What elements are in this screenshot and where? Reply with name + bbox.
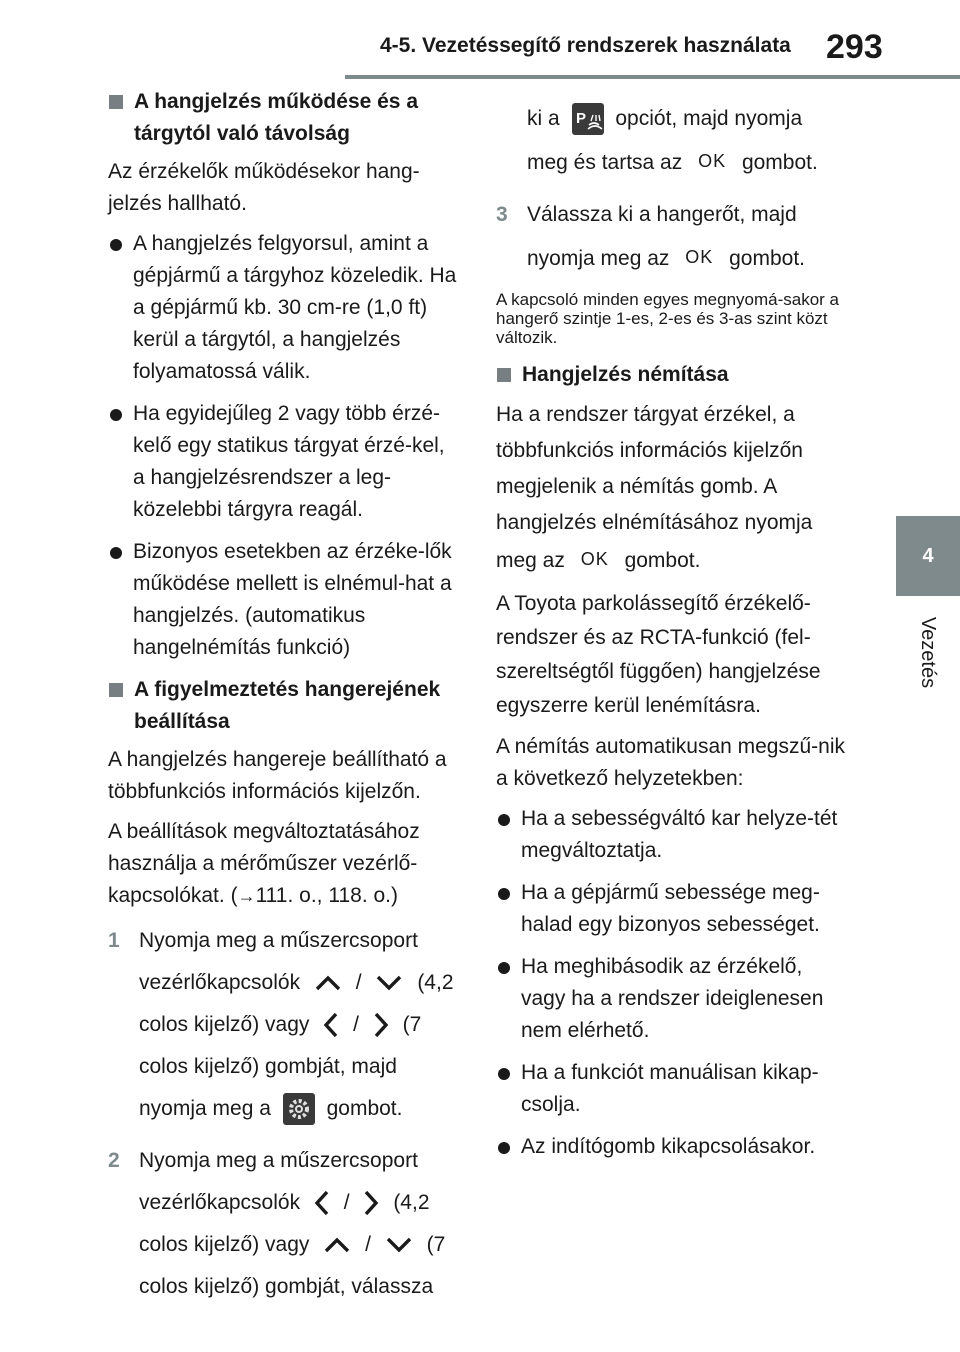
paragraph: Az érzékelők működésekor hang-jelzés hallható. [108, 160, 420, 215]
bullet-item: Az indítógomb kikapcsolásakor. [496, 1131, 846, 1163]
bullet-item: Ha a sebességváltó kar helyze-tét megváltoztatja. [496, 803, 846, 867]
step-number: 2 [108, 1149, 120, 1172]
right-column [496, 98, 846, 1173]
chapter-label: Vezetés [917, 616, 940, 688]
bullet-icon [498, 888, 510, 900]
paragraph: A hangjelzés hangereje beállítható a többfunkciós információs kijelzőn. [108, 748, 447, 803]
bullet-icon [498, 814, 510, 826]
bullet-item: Ha a funkciót manuálisan kikap-csolja. [496, 1057, 846, 1121]
chapter-tab: 4 [896, 516, 960, 596]
paragraph: Ha a rendszer tárgyat érzékel, a többfunkciós információs kijelzőn megjelenik a némítás gomb. A hangjelzés elnémításához nyomja meg az OK gombot. [496, 397, 846, 579]
step-number: 1 [108, 929, 120, 952]
chevron-down-icon [385, 1236, 413, 1254]
chevron-down-icon [375, 974, 403, 992]
chevron-left-icon [314, 1189, 330, 1217]
step-1: 1 Nyomja meg a műszercsoport vezérlőkapcsolók / (4,2 colos kijelző) vagy / (7 colos kijelző) gombját, majd nyomja meg a gombot. [108, 920, 460, 1130]
bullet-item: Bizonyos esetekben az érzéke-lők működése mellett is elnémul-hat a hangjelzés. (automatikus hangelnémítás funkció) [108, 536, 460, 664]
square-bullet-icon [497, 368, 511, 382]
step-2: 2 Nyomja meg a műszercsoport vezérlőkapcsolók / (4,2 colos kijelző) vagy / (7 colos kijelző) gombját, válassza [108, 1140, 460, 1308]
bullet-icon [110, 239, 122, 251]
chevron-right-icon [363, 1189, 379, 1217]
bullet-item: Ha meghibásodik az érzékelő, vagy ha a rendszer ideiglenesen nem elérhető. [496, 951, 846, 1047]
left-column [108, 86, 460, 1318]
bullet-icon [110, 409, 122, 421]
section-heading: A hangjelzés működése és a tárgytól való távolság [108, 86, 460, 150]
chapter-label-tab [896, 596, 960, 708]
paragraph: A beállítások megváltoztatásához használja a mérőműszer vezérlő-kapcsolókat. (→111. o., 118. o.) [108, 820, 420, 907]
ok-key-label: OK [698, 151, 727, 171]
header-rule [345, 75, 960, 79]
bullet-icon [498, 962, 510, 974]
bullet-icon [110, 547, 122, 559]
bullet-icon [498, 1142, 510, 1154]
bullet-item: A hangjelzés felgyorsul, amint a gépjármű a tárgyhoz közeledik. Ha a gépjármű kb. 30 cm-re (1,0 ft) kerül a tárgytól, a hangjelzés folyamatossá válik. [108, 228, 460, 388]
gear-icon [283, 1093, 315, 1125]
bullet-item: Ha egyidejűleg 2 vagy több érzé-kelő egy statikus tárgyat érzé-kel, a hangjelzésrendszer a leg-közelebbi tárgyra reagál. [108, 398, 460, 526]
header-title: 4-5. Vezetéssegítő rendszerek használata [380, 34, 791, 57]
ok-key-label: OK [580, 549, 609, 569]
chevron-up-icon [323, 1236, 351, 1254]
section-heading: Hangjelzés némítása [496, 359, 846, 391]
chevron-right-icon [373, 1011, 389, 1039]
paragraph: A Toyota parkolássegítő érzékelő-rendszer és az RCTA-funkció (fel-szereltségtől függően) hangjelzése egyszerre kerül lenémításra. [496, 592, 821, 717]
step-2-continued: ki a P opciót, majd nyomja meg és tartsa az OK gombot. [496, 98, 846, 184]
ok-key-label: OK [685, 247, 714, 267]
reference-arrow: → [237, 886, 256, 906]
section-heading: A figyelmeztetés hangerejének beállítása [108, 674, 460, 738]
bullet-icon [498, 1068, 510, 1080]
square-bullet-icon [109, 683, 123, 697]
bullet-item: Ha a gépjármű sebessége meg-halad egy bizonyos sebességet. [496, 877, 846, 941]
svg-text:P: P [575, 110, 586, 128]
parking-sensor-icon [572, 103, 604, 135]
paragraph: A némítás automatikusan megszű-nik a következő helyzetekben: [496, 735, 846, 790]
chevron-left-icon [323, 1011, 339, 1039]
page-number: 293 [826, 28, 883, 66]
chevron-up-icon [314, 974, 342, 992]
note: A kapcsoló minden egyes megnyomá-sakor a hangerő szintje 1-es, 2-es és 3-as szint közt változik. [496, 290, 840, 347]
step-3: 3 Válassza ki a hangerőt, majd nyomja meg az OK gombot. [496, 194, 846, 280]
square-bullet-icon [109, 95, 123, 109]
step-number: 3 [496, 203, 508, 226]
